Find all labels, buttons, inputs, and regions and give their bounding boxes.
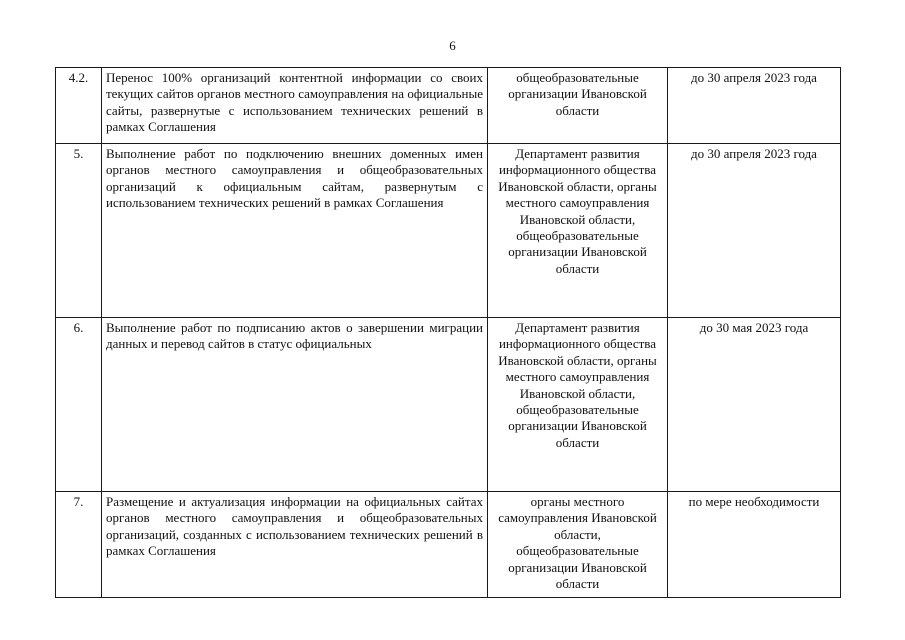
deadline: до 30 апреля 2023 года xyxy=(668,144,841,318)
responsible-party: органы местного самоуправления Ивановской области, общеобразовательные организации Ивановской области xyxy=(488,492,668,598)
task-description: Размещение и актуализация информации на официальных сайтах органов местного самоуправления и общеобразовательных организаций, созданных с использованием технических решений в рамках Соглашения xyxy=(102,492,488,598)
task-description: Перенос 100% организаций контентной информации со своих текущих сайтов органов местного самоуправления на официальные сайты, развернутые с использованием технических решений в рамках Соглашения xyxy=(102,68,488,144)
responsible-party: общеобразовательные организации Ивановской области xyxy=(488,68,668,144)
row-number: 7. xyxy=(56,492,102,598)
row-number: 4.2. xyxy=(56,68,102,144)
table-row xyxy=(56,318,841,492)
page-number: 6 xyxy=(449,38,456,53)
responsible-party: Департамент развития информационного общества Ивановской области, органы местного самоуправления Ивановской области, общеобразовательные организации Ивановской области xyxy=(488,144,668,318)
row-number: 5. xyxy=(56,144,102,318)
deadline: по мере необходимости xyxy=(668,492,841,598)
task-description: Выполнение работ по подключению внешних доменных имен органов местного самоуправления и общеобразовательных организаций к официальным сайтам, развернутым с использованием технических решений в рамках Соглашения xyxy=(102,144,488,318)
deadline: до 30 мая 2023 года xyxy=(668,318,841,492)
task-description: Выполнение работ по подписанию актов о завершении миграции данных и перевод сайтов в статус официальных xyxy=(102,318,488,492)
table-row xyxy=(56,144,841,318)
action-plan-table xyxy=(55,67,841,598)
deadline: до 30 апреля 2023 года xyxy=(668,68,841,144)
responsible-party: Департамент развития информационного общества Ивановской области, органы местного самоуправления Ивановской области, общеобразовательные организации Ивановской области xyxy=(488,318,668,492)
table-row xyxy=(56,68,841,144)
table-row xyxy=(56,492,841,598)
row-number: 6. xyxy=(56,318,102,492)
